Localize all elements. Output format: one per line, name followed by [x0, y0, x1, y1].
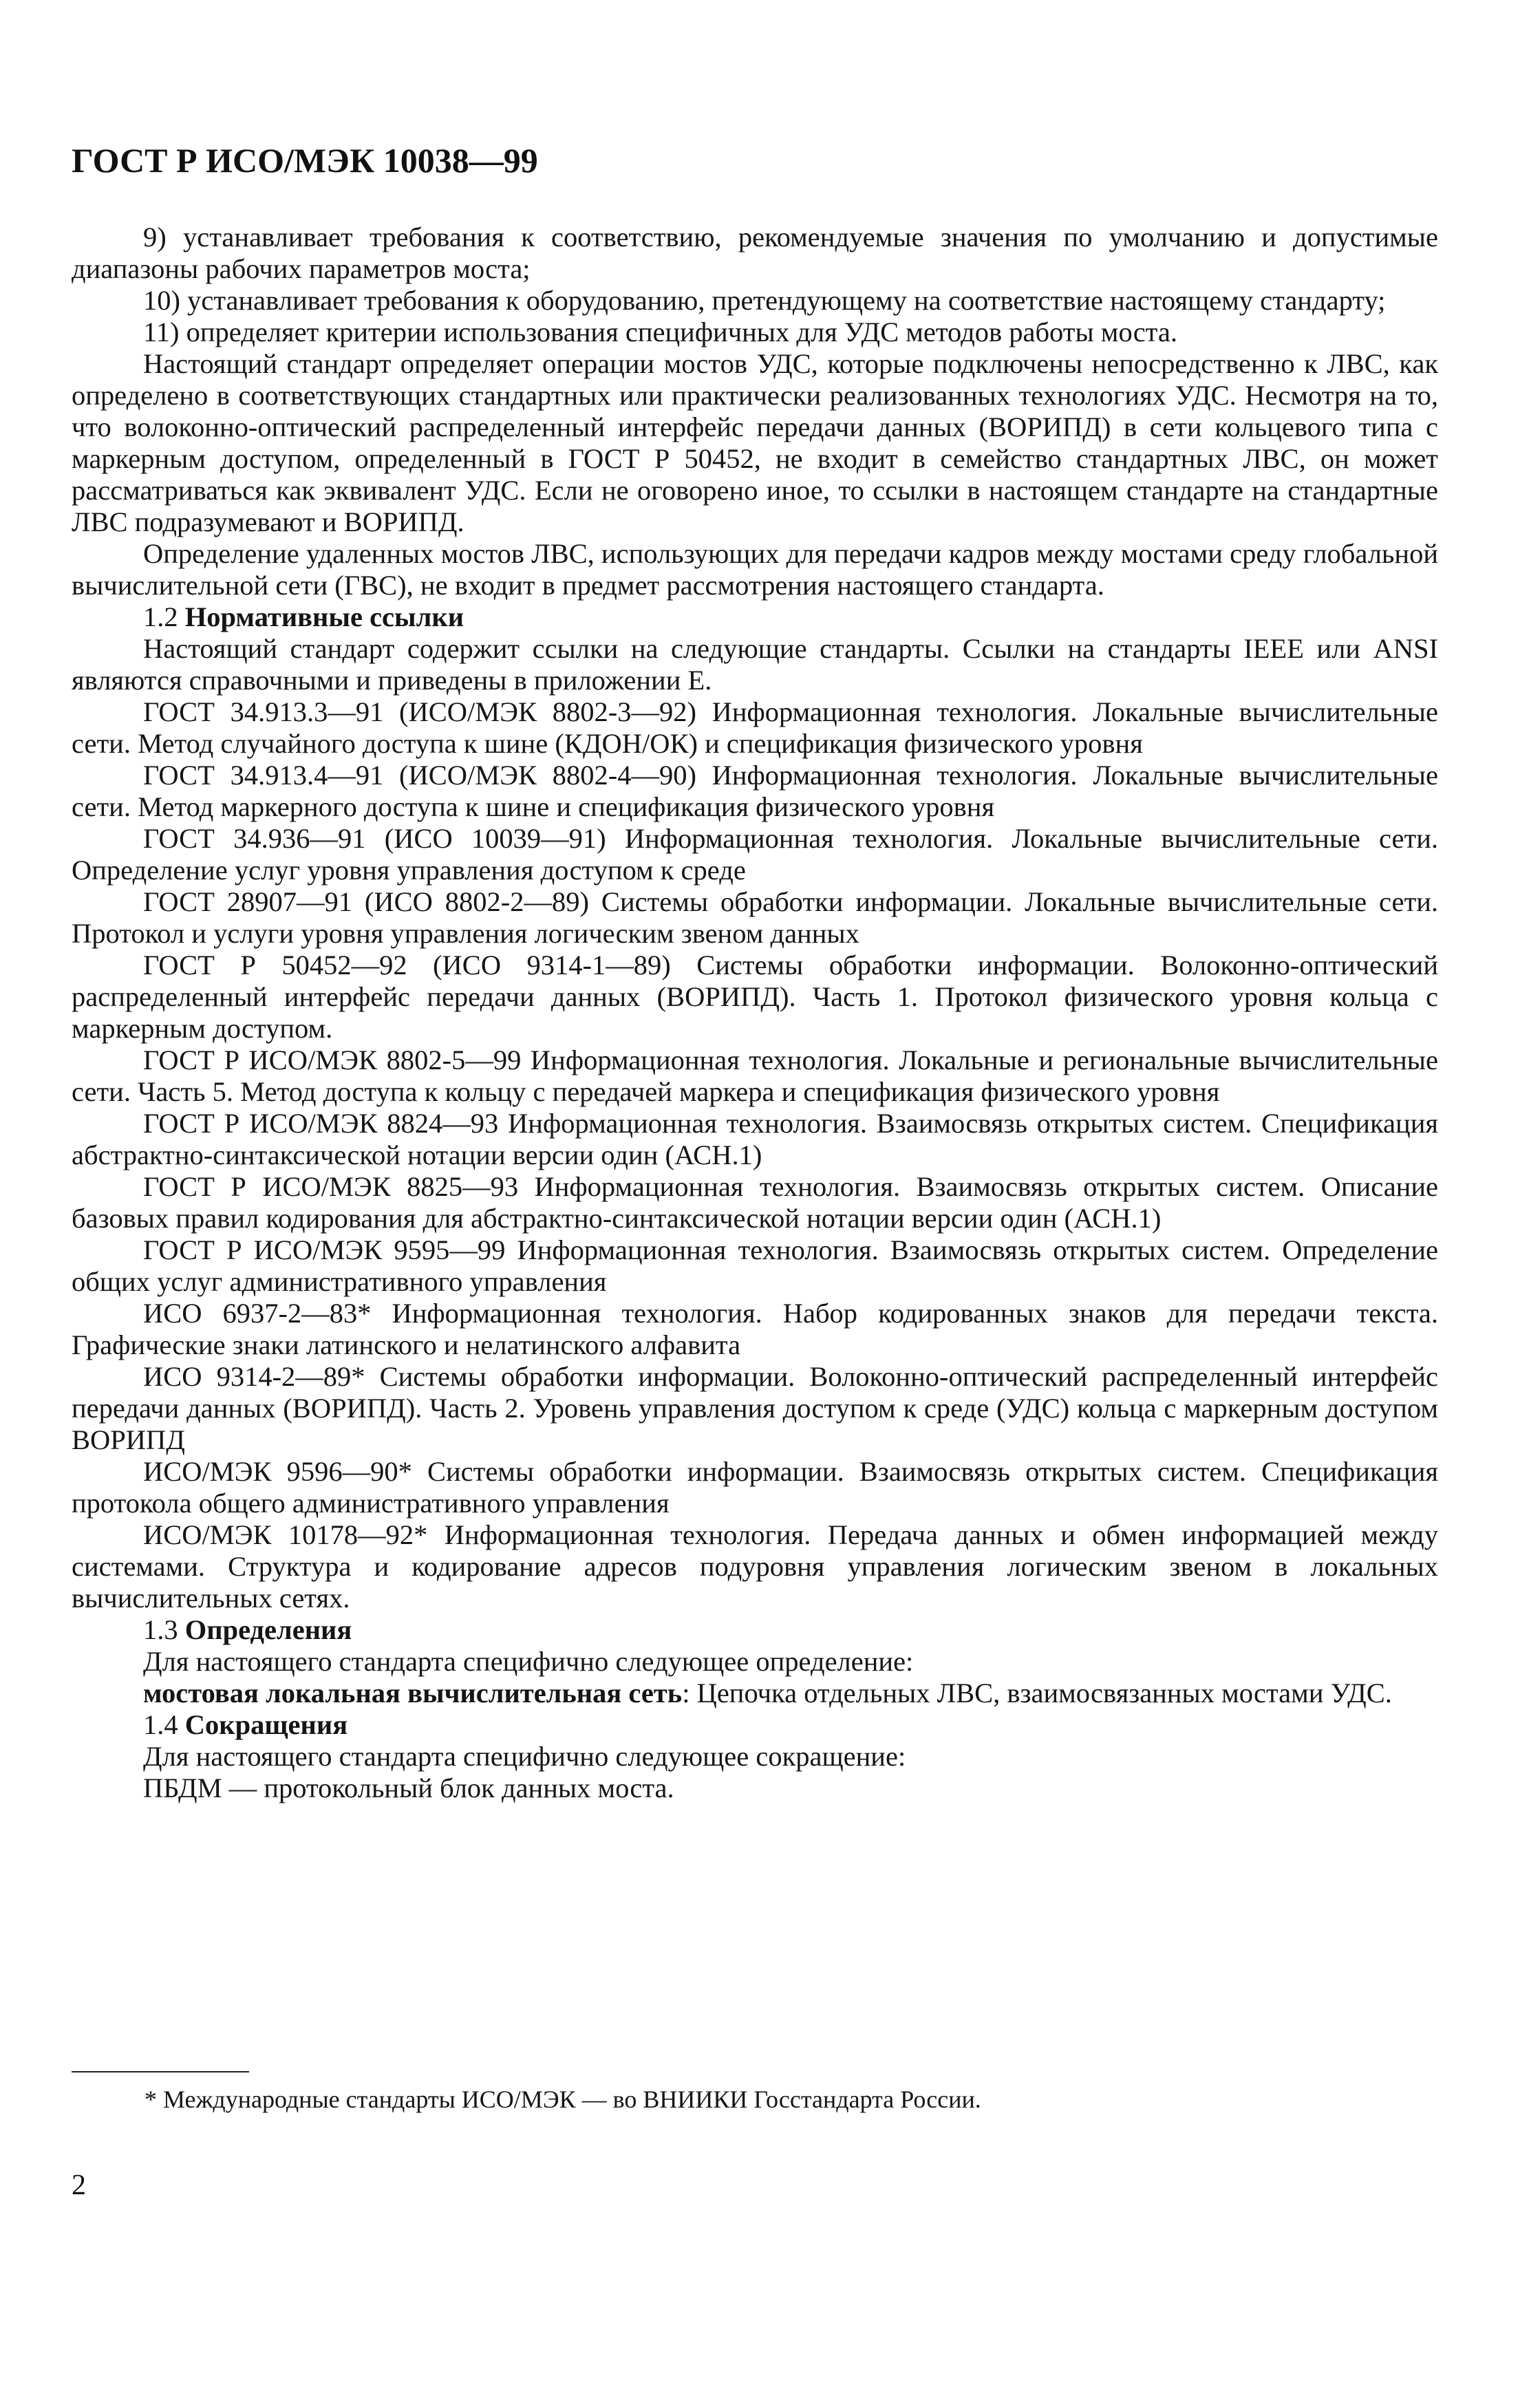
reference-item: ГОСТ 34.936—91 (ИСО 10039—91) Информационная технология. Локальные вычислительные сети. Определение услуг уровня управления доступом к среде [72, 823, 1438, 886]
section-heading-1-4 [72, 1709, 1438, 1741]
definition-text: : Цепочка отдельных ЛВС, взаимосвязанных мостами УДС. [682, 1678, 1392, 1708]
page-number: 2 [72, 2170, 86, 2201]
reference-item: ГОСТ Р ИСО/МЭК 9595—99 Информационная технология. Взаимосвязь открытых систем. Определение общих услуг административного управления [72, 1234, 1438, 1297]
section-heading-1-3 [72, 1614, 1438, 1646]
paragraph-definitions-intro: Для настоящего стандарта специфично следующее определение: [143, 1646, 914, 1677]
reference-item: ГОСТ 28907—91 (ИСО 8802-2—89) Системы обработки информации. Локальные вычислительные сети. Протокол и услуги уровня управления логическим звеном данных [72, 886, 1438, 949]
footnote-divider [72, 2071, 249, 2072]
paragraph-item-9: 9) устанавливает требования к соответствию, рекомендуемые значения по умолчанию и допустимые диапазоны рабочих параметров моста; [72, 222, 1438, 284]
section-title: Сокращения [184, 1709, 348, 1740]
reference-item: ГОСТ Р ИСО/МЭК 8802-5—99 Информационная технология. Локальные и региональные вычислительные сети. Часть 5. Метод доступа к кольцу с передачей маркера и спецификация физического уровня [72, 1044, 1438, 1107]
reference-item: ИСО/МЭК 10178—92* Информационная технология. Передача данных и обмен информацией между системами. Структура и кодирование адресов подуровня управления логическим звеном в локальных вычислительных сетях. [72, 1519, 1438, 1614]
paragraph-item-11: 11) определяет критерии использования специфичных для УДС методов работы моста. [143, 317, 1177, 347]
document-body [72, 222, 1438, 1804]
reference-item: ГОСТ 34.913.3—91 (ИСО/МЭК 8802-3—92) Информационная технология. Локальные вычислительные сети. Метод случайного доступа к шине (КДОН/ОК) и спецификация физического уровня [72, 696, 1438, 759]
paragraph-scope: Настоящий стандарт определяет операции мостов УДС, которые подключены непосредственно к ЛВС, как определено в соответствующих стандартных или практически реализованных технологиях УДС. Несмотря на то, что волоконно-оптический распределенный интерфейс передачи данных (ВОРИПД) в сети кольцевого типа с маркерным доступом, определенный в ГОСТ Р 50452, не входит в семейство стандартных ЛВС, он может рассматриваться как эквивалент УДС. Если не оговорено иное, то ссылки в настоящем стандарте на стандартные ЛВС подразумевают и ВОРИПД. [72, 348, 1438, 537]
definition-item [72, 1678, 1438, 1709]
section-title: Нормативные ссылки [184, 601, 464, 632]
reference-item: ГОСТ Р 50452—92 (ИСО 9314-1—89) Системы обработки информации. Волоконно-оптический распределенный интерфейс передачи данных (ВОРИПД). Часть 1. Протокол физического уровня кольца с маркерным доступом. [72, 950, 1438, 1044]
paragraph-remote-bridges: Определение удаленных мостов ЛВС, использующих для передачи кадров между мостами среду глобальной вычислительной сети (ГВС), не входит в предмет рассмотрения настоящего стандарта. [72, 538, 1438, 601]
paragraph-abbreviations-intro: Для настоящего стандарта специфично следующее сокращение: [143, 1741, 906, 1772]
section-number: 1.4 [143, 1709, 185, 1740]
reference-item: ИСО/МЭК 9596—90* Системы обработки информации. Взаимосвязь открытых систем. Спецификация протокола общего административного управления [72, 1456, 1438, 1519]
reference-item: ГОСТ Р ИСО/МЭК 8825—93 Информационная технология. Взаимосвязь открытых систем. Описание базовых правил кодирования для абстрактно-синтаксической нотации версии один (АСН.1) [72, 1171, 1438, 1234]
paragraph-item-10: 10) устанавливает требования к оборудованию, претендующему на соответствие настоящему стандарту; [143, 285, 1386, 316]
footnote: * Международные стандарты ИСО/МЭК — во ВНИИКИ Госстандарта России. [145, 2086, 981, 2113]
section-number: 1.3 [143, 1614, 185, 1645]
definition-term: мостовая локальная вычислительная сеть [143, 1678, 683, 1708]
reference-item: ГОСТ Р ИСО/МЭК 8824—93 Информационная технология. Взаимосвязь открытых систем. Спецификация абстрактно-синтаксической нотации версии один (АСН.1) [72, 1108, 1438, 1170]
abbreviation-item: ПБДМ — протокольный блок данных моста. [143, 1772, 674, 1803]
reference-item: ИСО 6937-2—83* Информационная технология. Набор кодированных знаков для передачи текста. Графические знаки латинского и нелатинского алфавита [72, 1298, 1438, 1360]
paragraph-references-intro: Настоящий стандарт содержит ссылки на следующие стандарты. Ссылки на стандарты IEEE или ANSI являются справочными и приведены в приложении Е. [72, 633, 1438, 696]
section-number: 1.2 [143, 601, 185, 632]
document-header: ГОСТ Р ИСО/МЭК 10038—99 [72, 141, 538, 180]
reference-item: ГОСТ 34.913.4—91 (ИСО/МЭК 8802-4—90) Информационная технология. Локальные вычислительные сети. Метод маркерного доступа к шине и спецификация физического уровня [72, 760, 1438, 822]
reference-item: ИСО 9314-2—89* Системы обработки информации. Волоконно-оптический распределенный интерфейс передачи данных (ВОРИПД). Часть 2. Уровень управления доступом к среде (УДС) кольца с маркерным доступом ВОРИПД [72, 1361, 1438, 1455]
section-title: Определения [184, 1614, 352, 1645]
section-heading-1-2 [72, 601, 1438, 633]
